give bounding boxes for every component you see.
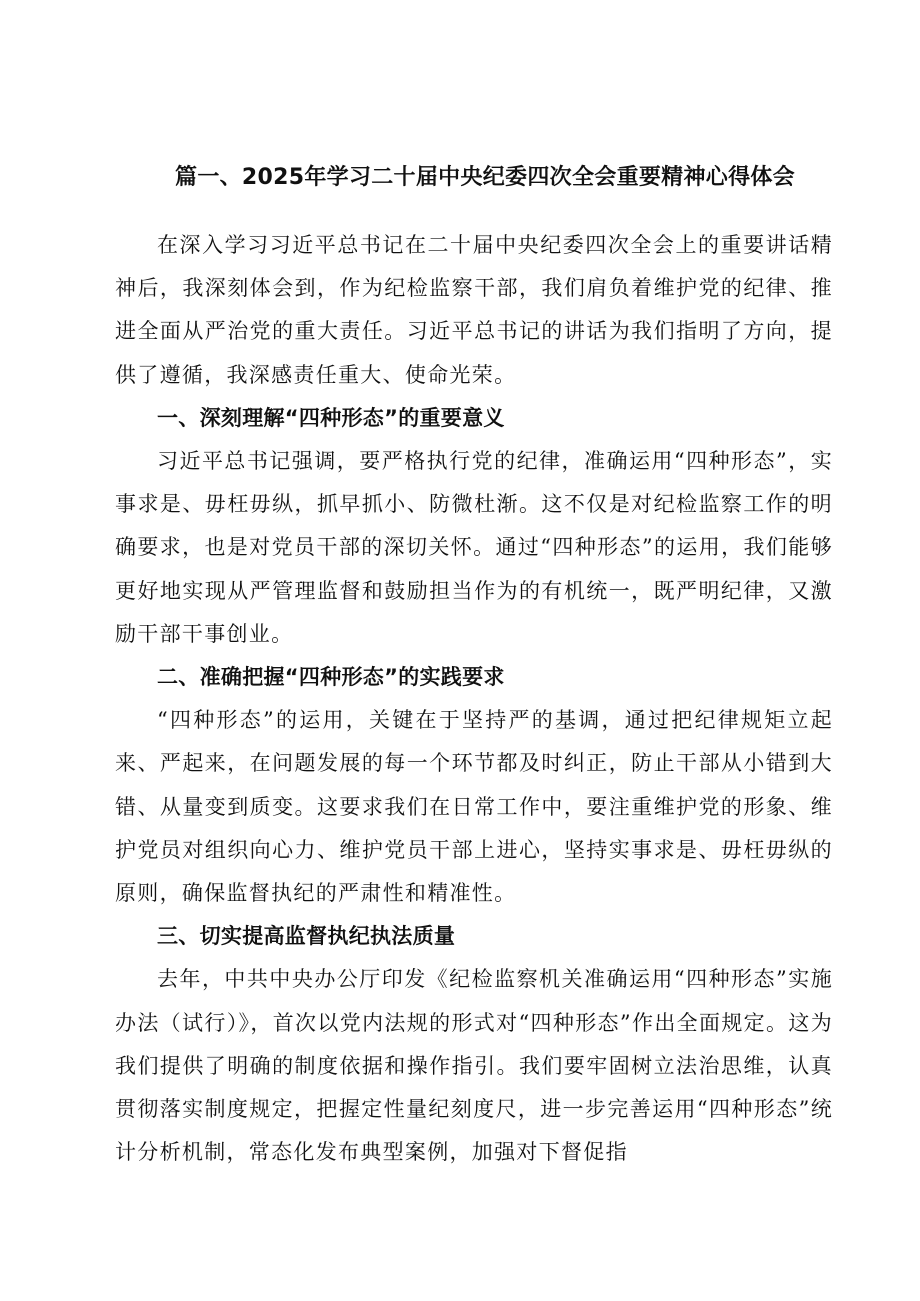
document-body (115, 224, 833, 1174)
paragraph-section-2: “四种形态”的运用，关键在于坚持严的基调，通过把纪律规矩立起来、严起来，在问题发展的每一个环节都及时纠正，防止干部从小错到大错、从量变到质变。这要求我们在日常工作中，要注重维护党的形象、维护党员对组织向心力、维护党员干部上进心，坚持实事求是、毋枉毋纵的原则，确保监督执纪的严肃性和精准性。 (115, 708, 833, 906)
section-heading-1: 一、深刻理解“四种形态”的重要意义 (157, 405, 505, 430)
section-heading-2: 二、准确把握“四种形态”的实践要求 (157, 665, 505, 690)
paragraph-intro: 在深入学习习近平总书记在二十届中央纪委四次全会上的重要讲话精神后，我深刻体会到，作为纪检监察干部，我们肩负着维护党的纪律、推进全面从严治党的重大责任。习近平总书记的讲话为我们指明了方向，提供了遵循，我深感责任重大、使命光荣。 (115, 233, 833, 387)
document-title: 篇一、2025年学习二十届中央纪委四次全会重要精神心得体会 (175, 165, 795, 190)
section-heading-3: 三、切实提高监督执纪执法质量 (157, 924, 456, 949)
paragraph-section-3: 去年，中共中央办公厅印发《纪检监察机关准确运用“四种形态”实施办法（试行）》，首次以党内法规的形式对“四种形态”作出全面规定。这为我们提供了明确的制度依据和操作指引。我们要牢固树立法治思维，认真贯彻落实制度规定，把握定性量纪刻度尺，进一步完善运用“四种形态”统计分析机制，常态化发布典型案例，加强对下督促指 (115, 967, 833, 1165)
paragraph-section-1: 习近平总书记强调，要严格执行党的纪律，准确运用“四种形态”，实事求是、毋枉毋纵，抓早抓小、防微杜渐。这不仅是对纪检监察工作的明确要求，也是对党员干部的深切关怀。通过“四种形态”的运用，我们能够更好地实现从严管理监督和鼓励担当作为的有机统一，既严明纪律，又激励干部干事创业。 (115, 449, 833, 646)
